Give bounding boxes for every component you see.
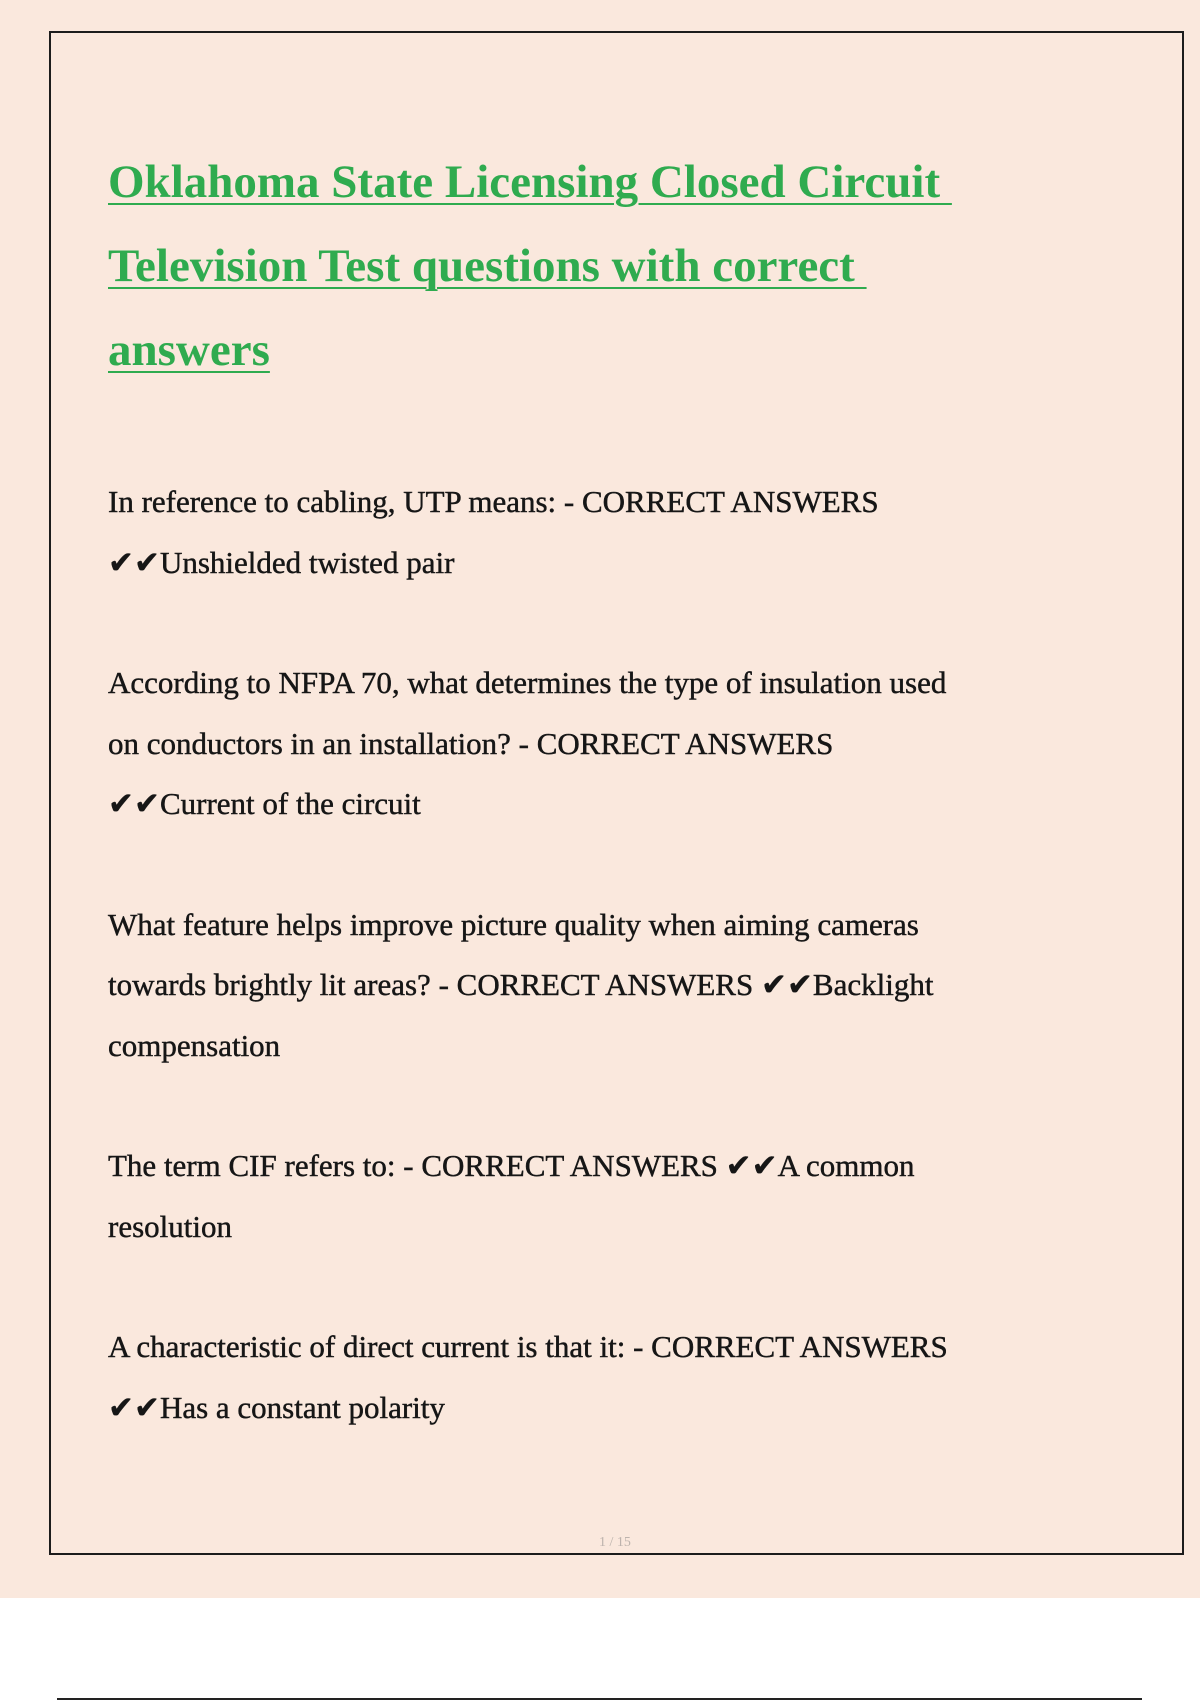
qa-line: on conductors in an installation? - CORRECT ANSWERS [108,725,834,761]
qa-answer-line: ✔✔Current of the circuit [108,786,421,821]
qa-answer-line: ✔✔Unshielded twisted pair [108,544,455,580]
qa-line: According to NFPA 70, what determines the type of insulation used [108,665,947,700]
title-line-3: answers [108,324,270,376]
qa-answer-line: ✔✔Has a constant polarity [108,1389,445,1425]
qa-item-utp [108,472,1068,593]
qa-line: In reference to cabling, UTP means: - CORRECT ANSWERS [108,484,879,519]
qa-line: A characteristic of direct current is that it: - CORRECT ANSWERS [108,1329,948,1364]
title-line-1: Oklahoma State Licensing Closed Circuit [108,156,952,208]
qa-line: What feature helps improve picture quality when aiming cameras [108,906,919,942]
qa-item-backlight [108,895,1068,1077]
qa-item-direct-current [108,1317,1068,1438]
page-number: 1 / 15 [599,1535,631,1550]
qa-item-nfpa70 [108,653,1068,835]
qa-answer-line: compensation [108,1027,281,1063]
question-answer-list [108,472,1068,1498]
qa-line: The term CIF refers to: - CORRECT ANSWERS ✔✔A common [108,1148,915,1183]
qa-line: towards brightly lit areas? - CORRECT ANSWERS ✔✔Backlight [108,967,934,1002]
title-line-2: Television Test questions with correct [108,240,867,292]
qa-answer-line: resolution [108,1208,232,1244]
document-title [108,140,1008,392]
qa-item-cif [108,1136,1068,1257]
